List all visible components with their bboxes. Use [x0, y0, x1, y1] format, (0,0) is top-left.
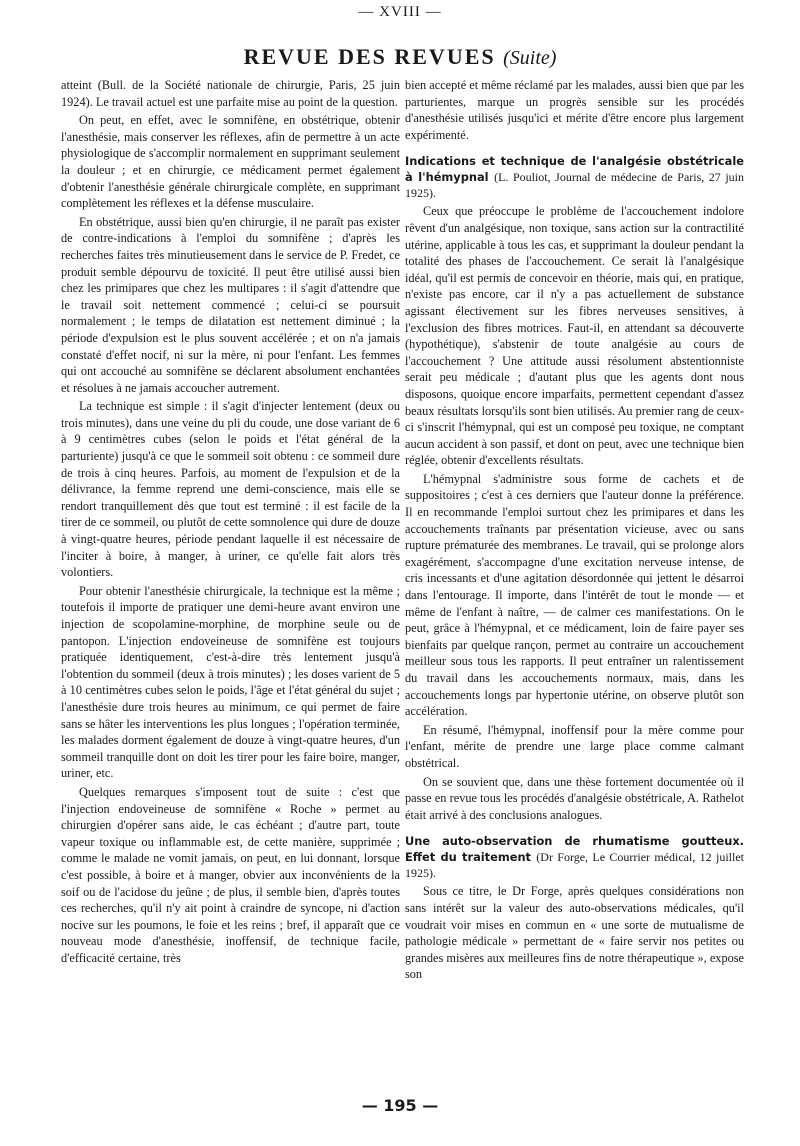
right-column	[405, 77, 744, 985]
article-heading	[405, 833, 744, 881]
running-title-text: REVUE DES REVUES	[243, 44, 496, 69]
article-heading-source: (Dr Forge, Le Courrier médical, 12 juillet 1925).	[405, 850, 744, 881]
paragraph: Sous ce titre, le Dr Forge, après quelques considérations non sans intérêt sur la valeur des auto-observations médicales, qu'il voudrait voir mises en commun en « une sorte de mutualisme de pathologie médicale » permettant de « faire servir nos petites ou grandes misères aux meilleures fins de notre thérapeutique », expose son	[405, 884, 744, 982]
paragraph: Ceux que préoccupe le problème de l'accouchement indolore rêvent d'un analgésique, non toxique, sans action sur la contractilité utérine, applicable à tous les cas, et supprimant la douleur pendant la totalité des phases de l'accouchement. Ce serait là l'analgésique idéal, qu'il est permis de concevoir en théorie, mais qui, en pratique, n'existe pas encore, car il n'y a pas actuellement de substance agissant électivement sur les fibres nerveuses sensitives, à l'exclusion des fibres motrices. Faut-il, en attendant sa découverte (hypothétique), s'abstenir de toute analgésie au cours de l'accouchement ? Une attitude aussi résolument abstentionniste serait peu médicale ; d'autant plus que les agents dont nous disposons, quoique encore imparfaits, permettent cependant d'assez beaux résultats lorsqu'ils sont bien utilisés. Au premier rang de ceux-ci s'inscrit l'hémypnal, qui est un composé peu toxique, ne comptant aucun accident à son passif, et dont on peut, avec une technique bien réglée, obtenir d'excellents résultats.	[405, 204, 744, 468]
paragraph: L'hémypnal s'administre sous forme de cachets et de suppositoires ; c'est à ces derniers que l'auteur donne la préférence. Il en recommande l'emploi surtout chez les primipares et dans les accouchements traînants par présentation vicieuse, avec ou sans rupture prématurée des membranes. Le travail, qui se prolonge alors exagérément, s'accompagne d'une excitation nerveuse intense, de cris incessants et d'une agitation désordonnée qui jettent le désarroi dans l'entourage. Il importe, dans l'intérêt de tout le monde — et même de l'enfant à naître, — de calmer ces manifestations. On le peut, grâce à l'hémypnal, et ce médicament, loin de faire payer ses bienfaits par quelque rançon, permet au contraire un accouchement meilleur sous tous les rapports. Il peut entraîner un ralentissement du travail dans les accouchements normaux, mais, dans les accouchements longs par hypertonie utérine, on observe plutôt son accélération.	[405, 471, 744, 719]
paragraph: La technique est simple : il s'agit d'injecter lentement (deux ou trois minutes), dans une veine du pli du coude, une dose variant de 6 à 9 centimètres cubes (selon le poids et l'état général de la parturiente) jusqu'à ce que le sommeil soit obtenu : ce sommeil dure de trois à cinq heures. Parfois, au moment de l'expulsion et de la délivrance, la femme reprend une demi-conscience, mais elle se rendort tranquillement dès que tout est terminé : il est facile de la tirer de ce sommeil, ou plutôt de cette somnolence qui dure de douze à vingt-quatre heures, période pendant laquelle il est nécessaire de l'inciter à boire, à manger, à uriner, ce qu'elle fait alors très volontiers.	[61, 399, 400, 580]
paragraph: bien accepté et même réclamé par les malades, aussi bien que par les parturientes, marque un progrès sensible sur les procédés d'anesthésie utilisés jusqu'ici et mérite d'être encore plus largement expérimenté.	[405, 78, 744, 142]
paragraph: On se souvient que, dans une thèse fortement documentée où il passe en revue tous les procédés d'analgésie obstétricale, A. Rathelot était arrivé à des conclusions analogues.	[405, 774, 744, 822]
page-number: — 195 —	[361, 1096, 439, 1115]
paragraph: Quelques remarques s'imposent tout de suite : c'est que l'injection endoveineuse de somnifène « Roche » permet au chirurgien d'opérer sans aide, le cas échéant ; d'autre part, toute vapeur toxique ou inflammable est, de cette manière, supprimée ; comme le malade ne vomit jamais, on peut, en lui donnant, lorsque c'est possible, à boire et à manger, obvier aux inconvénients de la soif ou de l'acidose du jeûne ; de plus, il semble bien, d'après toutes ces recherches, qu'il n'y ait point à craindre de syncope, ni d'action nocive sur les poumons, le foie et les reins ; bref, il apparaît que ce nouveau mode d'anesthésie, inoffensif, de technique facile, d'efficacité certaine, très	[61, 784, 400, 965]
roman-page-number: — XVIII —	[358, 4, 442, 20]
article-heading	[405, 153, 744, 201]
article-heading-source: (L. Pouliot, Journal de médecine de Paris, 27 juin 1925).	[405, 170, 745, 201]
running-title	[0, 44, 800, 70]
paragraph: On peut, en effet, avec le somnifène, en obstétrique, obtenir l'anesthésie, mais conserver les réflexes, afin de permettre à un acte physiologique de s'accomplir normalement en supprimant seulement la douleur ; et en chirurgie, ce médicament permet également d'obtenir l'anesthésie générale chirurgicale complète, en supprimant complètement les réflexes et la défense musculaire.	[61, 113, 400, 211]
paragraph: atteint (Bull. de la Société nationale de chirurgie, Paris, 25 juin 1924). Le travail actuel est une parfaite mise au point de la question.	[61, 78, 400, 109]
paragraph: Pour obtenir l'anesthésie chirurgicale, la technique est la même ; toutefois il importe de pratiquer une demi-heure avant environ une injection de scopolamine-morphine, de morphine seule ou de pantopon. L'injection endoveineuse de somnifène est toujours pratiquée identiquement, c'est-à-dire très lentement jusqu'à l'obtention du sommeil (deux à trois minutes) ; les doses varient de 5 à 10 centimètres cubes selon le poids, l'âge et l'état général du sujet ; l'anesthésie dure trois heures au minimum, ce qui permet de faire sans se hâter les interventions les plus longues ; l'opération terminée, les malades dorment également de douze à vingt-quatre heures, d'un sommeil tranquille dont on doit les tirer pour les faire boire, manger, uriner, etc.	[61, 583, 400, 781]
paragraph: En résumé, l'hémypnal, inoffensif pour la mère comme pour l'enfant, mérite de prendre une large place comme calmant obstétrical.	[405, 722, 744, 770]
article-heading-title: Indications et technique de l'analgésie obstétricale à l'hémypnal	[405, 154, 744, 185]
paragraph: En obstétrique, aussi bien qu'en chirurgie, il ne paraît pas exister de contre-indications à l'emploi du somnifène ; d'après les recherches faites très minutieusement dans le service de P. Fredet, ce produit semble dépourvu de toxicité. Il peut être utilisé aussi bien chez les primipares que chez les multipares : il s'agit d'attendre que le travail soit nettement commencé ; celui-ci se poursuit normalement ; le temps de dilatation est nettement diminué ; la période d'expulsion est le plus souvent accélérée ; et on n'a jamais constaté d'effet nocif, ni sur la mère, ni pour l'enfant. Les femmes qui ont accouché au somnifène se déclarent absolument enchantées et résolues à ne jamais accoucher autrement.	[61, 214, 400, 395]
article-heading-title: Une auto-observation de rhumatisme goutteux. Effet du traitement	[405, 834, 744, 865]
left-column	[61, 77, 400, 968]
running-title-suffix: (Suite)	[503, 47, 557, 69]
